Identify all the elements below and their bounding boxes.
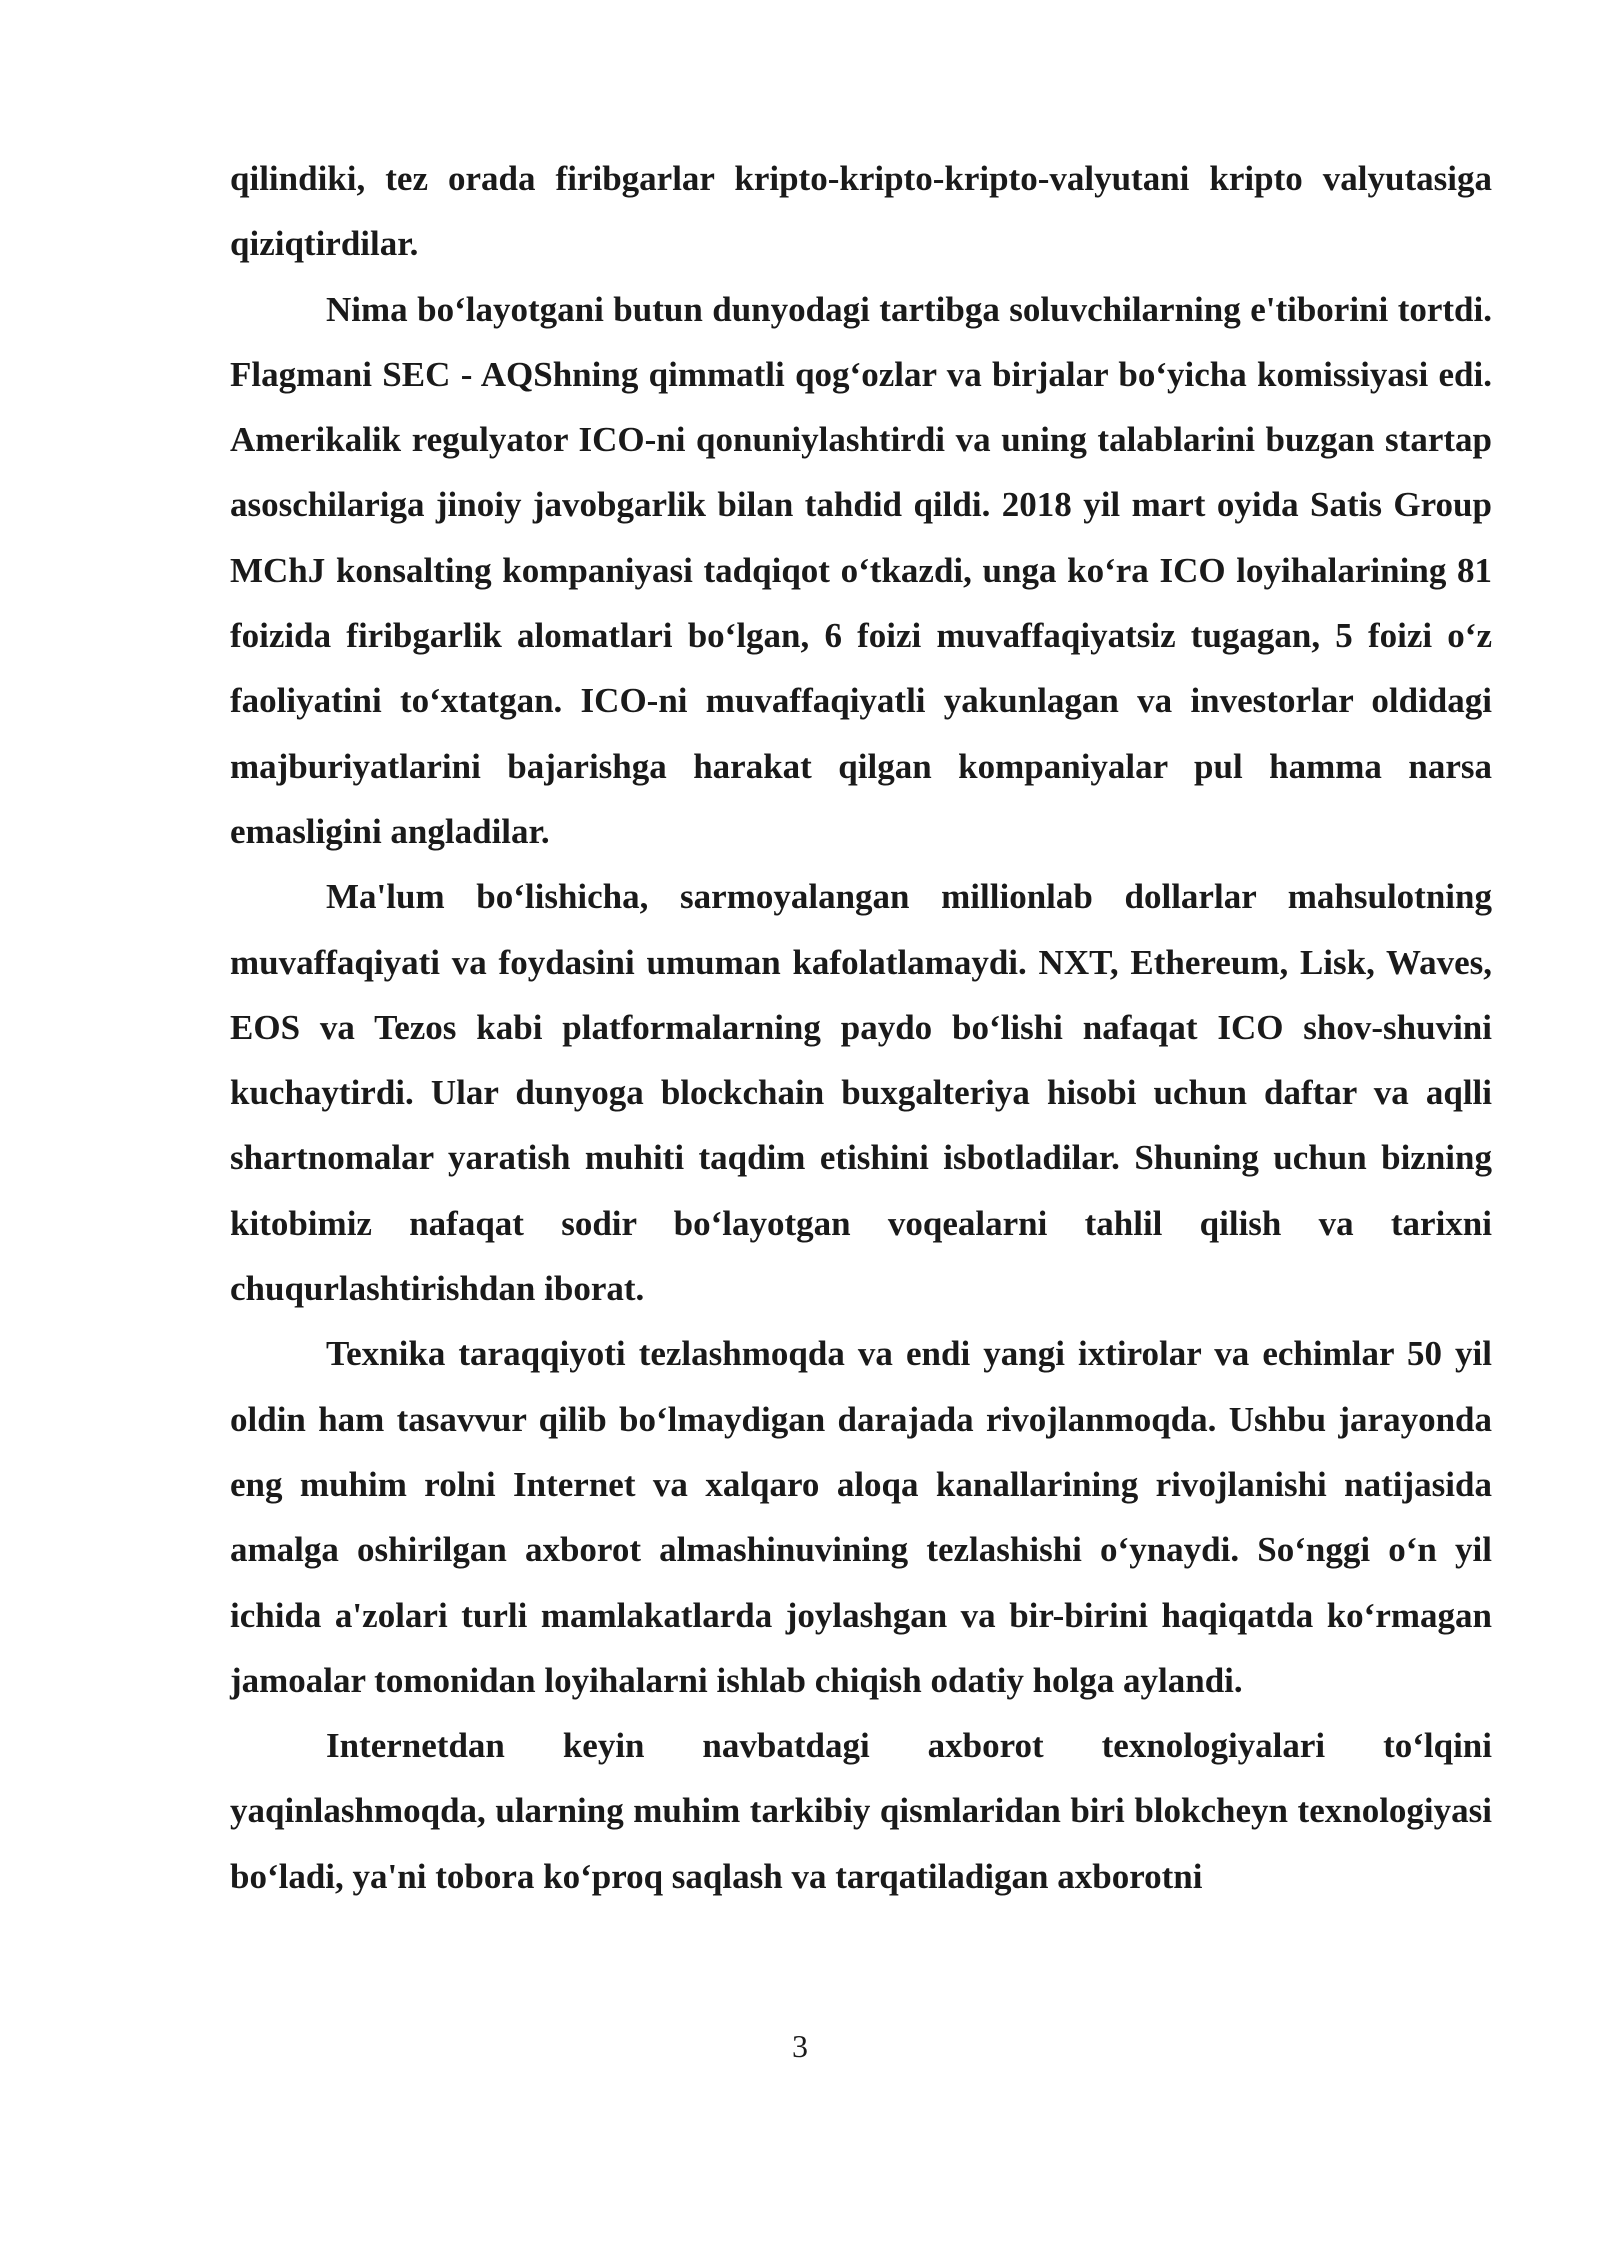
paragraph-technology-progress: Texnika taraqqiyoti tezlashmoqda va endi yangi ixtirolar va echimlar 50 yil oldin ham tasavvur qilib boʻlmaydigan darajada rivojlanmoqda. Ushbu jarayonda eng muhim rolni Internet va xalqaro aloqa kanallarining rivojlanishi natijasida amalga oshirilgan axborot almashinuvining tezlashishi oʻynaydi. Soʻnggi oʻn yil ichida a'zolari turli mamlakatlarda joylashgan va bir-birini haqiqatda koʻrmagan jamoalar tomonidan loyihalarni ishlab chiqish odatiy holga aylandi. xyxy=(230,1334,1492,1700)
page-number: 3 xyxy=(792,2028,808,2064)
paragraph-blockchain-wave: Internetdan keyin navbatdagi axborot texnologiyalari toʻlqini yaqinlashmoqda, ularning muhim tarkibiy qismlaridan biri blokcheyn texnologiyasi boʻladi, ya'ni tobora koʻproq saqlash va tarqatiladigan axborotni xyxy=(230,1726,1492,1896)
paragraph-platforms: Ma'lum boʻlishicha, sarmoyalangan millionlab dollarlar mahsulotning muvaffaqiyati va foydasini umuman kafolatlamaydi. NXT, Ethereum, Lisk, Waves, EOS va Tezos kabi platformalarning paydo boʻlishi nafaqat ICO shov-shuvini kuchaytirdi. Ular dunyoga blockchain buxgalteriya hisobi uchun daftar va aqlli shartnomalar yaratish muhiti taqdim etishini isbotladilar. Shuning uchun bizning kitobimiz nafaqat sodir boʻlayotgan voqealarni tahlil qilish va tarixni chuqurlashtirishdan iborat. xyxy=(230,877,1492,1309)
paragraph-continuation: qilindiki, tez orada firibgarlar kripto-kripto-kripto-valyutani kripto valyutasiga qiziqtirdilar. xyxy=(230,159,1492,264)
body-text xyxy=(230,146,1492,1909)
paragraph-regulators: Nima boʻlayotgani butun dunyodagi tartibga soluvchilarning e'tiborini tortdi. Flagmani SEC - AQShning qimmatli qogʻozlar va birjalar boʻyicha komissiyasi edi. Amerikalik regulyator ICO-ni qonuniylashtirdi va uning talablarini buzgan startap asoschilariga jinoiy javobgarlik bilan tahdid qildi. 2018 yil mart oyida Satis Group MChJ konsalting kompaniyasi tadqiqot oʻtkazdi, unga koʻra ICO loyihalarining 81 foizida firibgarlik alomatlari boʻlgan, 6 foizi muvaffaqiyatsiz tugagan, 5 foizi oʻz faoliyatini toʻxtatgan. ICO-ni muvaffaqiyatli yakunlagan va investorlar oldidagi majburiyatlarini bajarishga harakat qilgan kompaniyalar pul hamma narsa emasligini angladilar. xyxy=(230,289,1492,851)
